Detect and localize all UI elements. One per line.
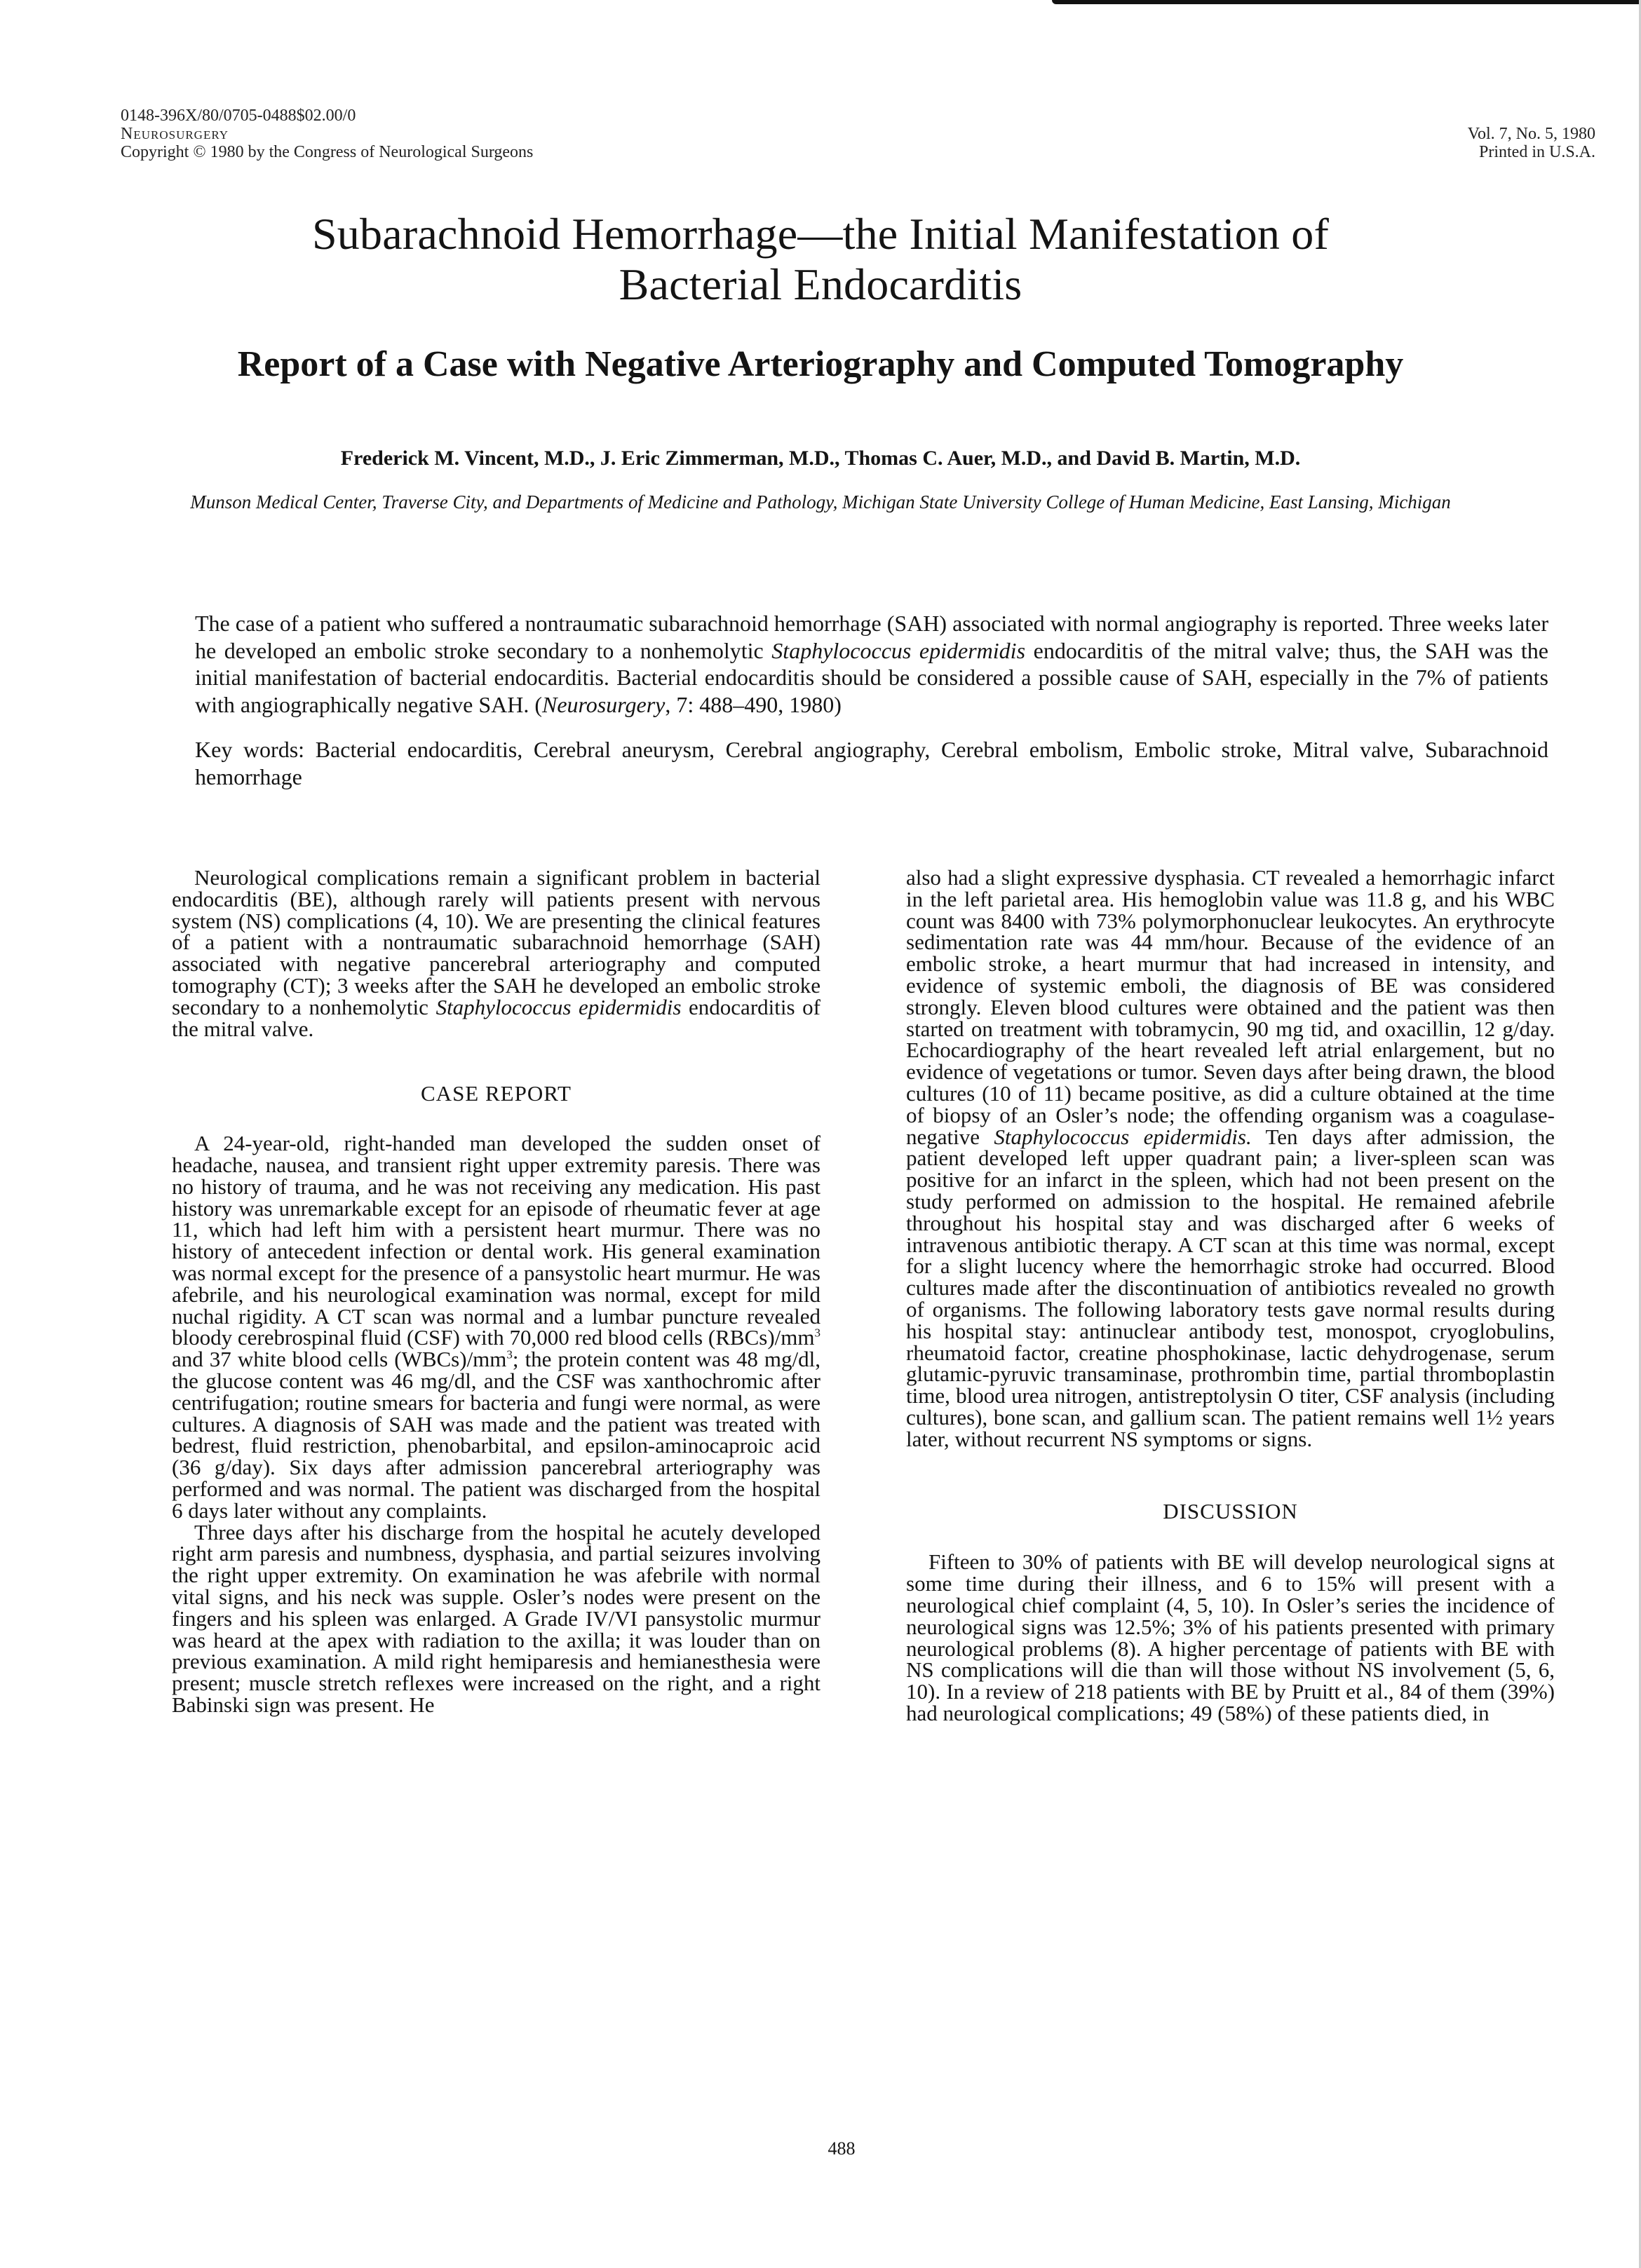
journal-name: Neurosurgery (121, 125, 229, 143)
volume-info: Vol. 7, No. 5, 1980 (1467, 125, 1595, 143)
superscript: 3 (506, 1347, 513, 1362)
article-title (105, 209, 1536, 310)
scan-border-top (1052, 0, 1641, 4)
cont-text-b: Ten days after admission, the patient developed left upper quadrant pain; a liver-spleen scan was positive for an infarct in the spleen, which had not been present on the study performed on admission to the hospital. He remained afebrile throughout his hospital stay and was discharged after 6 weeks of intravenous antibiotic therapy. A CT scan at this time was normal, except for a slight lucency where the hemorrhagic stroke had occurred. Blood cultures made after the discontinuation of antibiotics revealed no growth of organisms. The following laboratory tests gave normal results during his hospital stay: antinuclear antibody test, monospot, cryoglobulins, rheumatoid factor, creatine phosphokinase, lactic dehydrogenase, serum glutamic-pyruvic transaminase, prothrombin time, partial thromboplastin time, blood urea nitrogen, antistreptolysin O titer, CSF analysis (including cultures), bone scan, and gallium scan. The patient remains well 1½ years later, without recurrent NS symptoms or signs. (906, 1124, 1555, 1451)
cont-organism: Staphylococcus epidermidis. (994, 1124, 1252, 1149)
case-p1-text-b: and 37 white blood cells (WBCs)/mm (172, 1347, 507, 1372)
discussion-heading: DISCUSSION (1163, 1498, 1298, 1523)
case-report-heading: CASE REPORT (421, 1081, 572, 1106)
affiliation: Munson Medical Center, Traverse City, and Departments of Medicine and Pathology, Michigan State University College of Human Medicine, East Lansing, Michigan (190, 491, 1451, 512)
intro-text-a: Neurological complications remain a significant problem in bacterial endocarditis (BE), although rarely will patients present with nervous system (NS) complications (4, 10). We are presenting the clinical features of a patient with a nontraumatic subarachnoid hemorrhage (SAH) associated with negative pancerebral arteriography and computed tomography (CT); 3 weeks after the SAH he developed an embolic stroke secondary to a nonhemolytic (172, 865, 820, 1019)
intro-organism: Staphylococcus epidermidis (435, 994, 682, 1019)
case-paragraph-1 (172, 1133, 820, 1521)
title-line-2: Bacterial Endocarditis (619, 259, 1022, 309)
abstract-organism: Staphylococcus epidermidis (771, 637, 1026, 663)
article-code: 0148-396X/80/0705-0488$02.00/0 (121, 107, 356, 125)
abstract-text (195, 610, 1548, 718)
journal-header-right (1468, 125, 1595, 161)
keywords: Key words: Bacterial endocarditis, Cerebral aneurysm, Cerebral angiography, Cerebral embolism, Embolic stroke, Mitral valve, Subarachnoid hemorrhage (195, 737, 1548, 789)
author-list: Frederick M. Vincent, M.D., J. Eric Zimmerman, M.D., Thomas C. Auer, M.D., and David B. Martin, M.D. (340, 447, 1301, 470)
title-line-1: Subarachnoid Hemorrhage—the Initial Manifestation of (312, 209, 1329, 259)
discussion-paragraph-1: Fifteen to 30% of patients with BE will develop neurological signs at some time during their illness, and 6 to 15% will present with a neurological chief complaint (4, 5, 10). In Osler’s series the incidence of neurological signs was 12.5%; 3% of his patients presented with primary neurological problems (8). A higher percentage of patients with BE with NS complications will die than will those without NS involvement (5, 6, 10). In a review of 218 patients with BE by Pruitt et al., 84 of them (39%) had neurological complications; 49 (58%) of these patients died, in (906, 1549, 1555, 1725)
intro-paragraph (172, 867, 820, 1040)
superscript: 3 (814, 1326, 820, 1340)
citation-journal: Neurosurgery (541, 691, 666, 717)
right-column (906, 867, 1555, 1725)
case-continuation (906, 867, 1555, 1451)
cont-text-a: also had a slight expressive dysphasia. CT revealed a hemorrhagic infarct in the left parietal area. His hemoglobin value was 11.8 g, and his WBC count was 8400 with 73% polymorphonuclear leukocytes. An erythrocyte sedimentation rate was 44 mm/hour. Because of the evidence of an embolic stroke, a heart murmur that had increased in intensity, and evidence of systemic emboli, the diagnosis of BE was considered strongly. Eleven blood cultures were obtained and the patient was then started on treatment with tobramycin, 90 mg tid, and oxacillin, 12 g/day. Echocardiography of the heart revealed left atrial enlargement, but no evidence of vegetations or tumor. Seven days after being drawn, the blood cultures (10 of 11) became positive, as did a culture obtained at the time of biopsy of an Osler’s node; the offending organism was a coagulase-negative (906, 865, 1555, 1149)
abstract-part-1: The case of a patient who suffered a nontraumatic subarachnoid hemorrhage (SAH) associated with normal angiography is reported. Three weeks later he developed an embolic stroke secondary to a nonhemolytic (195, 611, 1548, 663)
printed-in: Printed in U.S.A. (1478, 143, 1595, 161)
copyright-notice: Copyright © 1980 by the Congress of Neurological Surgeons (121, 143, 534, 161)
citation-rest: , 7: 488–490, 1980) (665, 691, 842, 717)
intro-text-b: endocarditis of the mitral valve. (172, 994, 821, 1041)
case-p1-text-a: A 24-year-old, right-handed man developed the sudden onset of headache, nausea, and transient right upper extremity paresis. There was no history of trauma, and he was not receiving any medication. His past history was unremarkable except for an episode of rheumatic fever at age 11, which had left him with a persistent heart murmur. There was no history of antecedent infection or dental work. His general examination was normal except for the presence of a pansystolic heart murmur. He was afebrile, and his neurological examination was normal, except for mild nuchal rigidity. A CT scan was normal and a lumbar puncture revealed bloody cerebrospinal fluid (CSF) with 70,000 red blood cells (RBCs)/mm (172, 1131, 820, 1350)
abstract-part-2: endocarditis of the mitral valve; thus, the SAH was the initial manifestation of bacterial endocarditis. Bacterial endocarditis should be considered a possible cause of SAH, especially in the 7% of patients with angiographically negative SAH. ( (195, 637, 1549, 717)
page-number: 488 (828, 2138, 856, 2159)
article-subtitle: Report of a Case with Negative Arteriography and Computed Tomography (237, 344, 1404, 384)
case-paragraph-2: Three days after his discharge from the hospital he acutely developed right arm paresis and numbness, dysphasia, and partial seizures involving the right upper extremity. On examination he was afebrile with normal vital signs, and his neck was supple. Osler’s nodes were present on the fingers and his spleen was enlarged. A Grade IV/VI pansystolic murmur was heard at the apex with radiation to the axilla; it was louder than on previous examination. A mild right hemiparesis and hemianesthesia were present; muscle stretch reflexes were increased on the right, and a right Babinski sign was present. He (172, 1519, 820, 1717)
abstract (195, 610, 1548, 790)
case-p1-text-c: ; the protein content was 48 mg/dl, the glucose content was 46 mg/dl, and the CSF was xanthochromic after centrifugation; routine smears for bacteria and fungi were normal, as were cultures. A diagnosis of SAH was made and the patient was treated with bedrest, fluid restriction, phenobarbital, and epsilon-aminocaproic acid (36 g/day). Six days after admission pancerebral arteriography was performed and was normal. The patient was discharged from the hospital 6 days later without any complaints. (172, 1347, 820, 1523)
left-column (172, 867, 820, 1716)
journal-header-left (121, 107, 533, 161)
